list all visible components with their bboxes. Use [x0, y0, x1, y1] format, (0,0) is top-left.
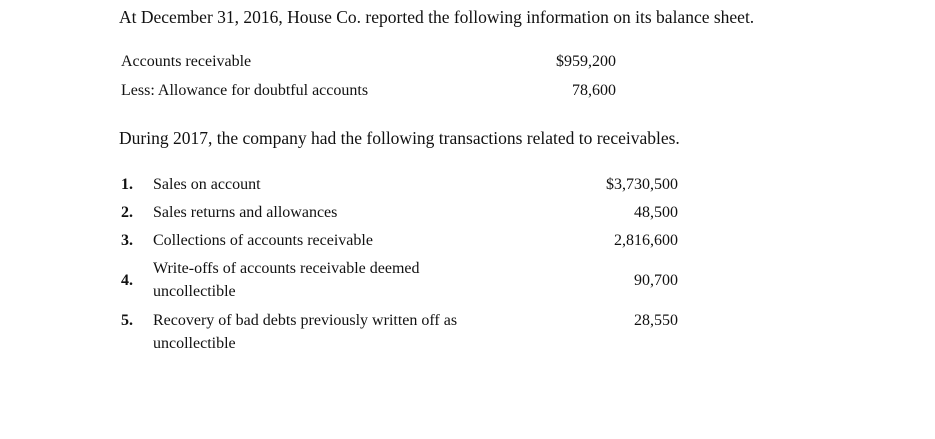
intro-text: At December 31, 2016, House Co. reported the following information on its balance sheet. — [119, 7, 755, 27]
transaction-amount: 2,816,600 — [614, 232, 678, 249]
transaction-description-continued: uncollectible — [153, 283, 236, 300]
transaction-description: Write-offs of accounts receivable deemed — [153, 260, 420, 277]
transaction-number: 2. — [121, 204, 133, 221]
transaction-number: 1. — [121, 176, 133, 193]
transaction-description: Collections of accounts receivable — [153, 232, 373, 249]
transaction-number: 3. — [121, 232, 133, 249]
transaction-description-continued: uncollectible — [153, 335, 236, 352]
transaction-amount: $3,730,500 — [606, 176, 678, 193]
bs-label-allowance: Less: Allowance for doubtful accounts — [121, 82, 369, 99]
during-text: During 2017, the company had the following transactions related to receivables. — [119, 128, 680, 148]
transaction-description: Sales on account — [153, 176, 261, 193]
transaction-number: 4. — [121, 272, 133, 289]
transaction-amount: 28,550 — [634, 312, 678, 329]
transaction-amount: 48,500 — [634, 204, 678, 221]
bs-label-accounts-receivable: Accounts receivable — [121, 53, 252, 70]
bs-value-accounts-receivable: $959,200 — [556, 53, 616, 70]
bs-value-allowance: 78,600 — [572, 82, 616, 99]
transaction-number: 5. — [121, 312, 133, 329]
transaction-amount: 90,700 — [634, 272, 678, 289]
transaction-description: Recovery of bad debts previously written off as — [153, 312, 458, 329]
transaction-description: Sales returns and allowances — [153, 204, 338, 221]
